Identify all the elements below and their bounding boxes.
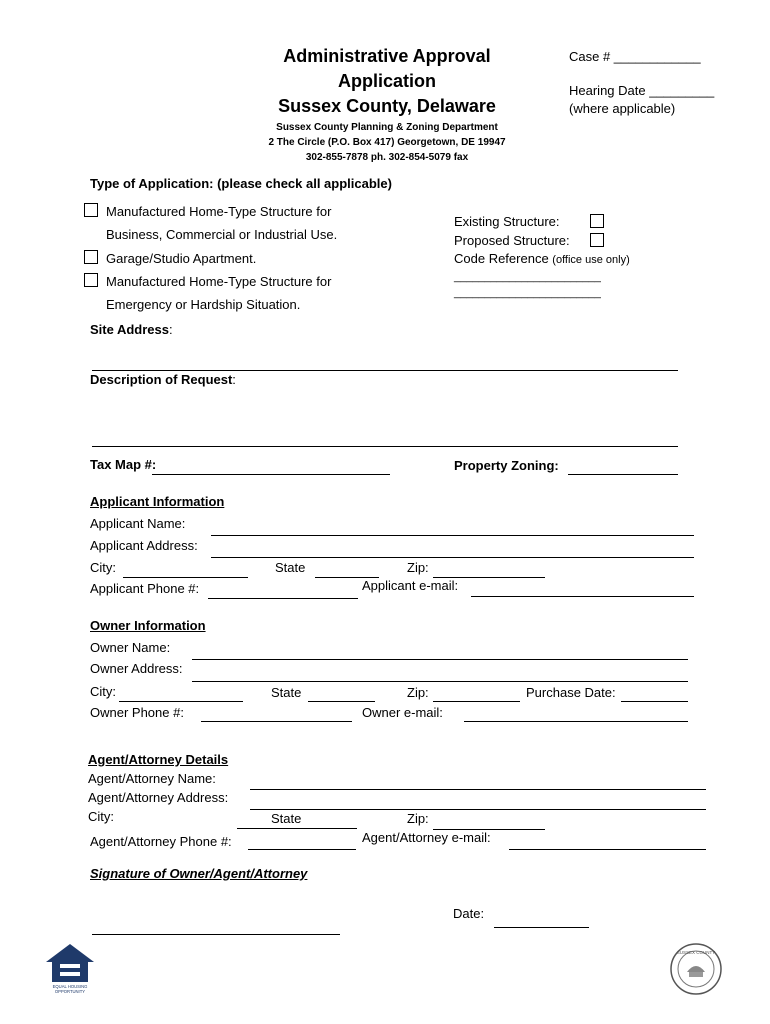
case-number-field[interactable]: Case # ____________	[569, 49, 701, 64]
owner-address-label: Owner Address:	[90, 661, 183, 676]
owner-phone-label: Owner Phone #:	[90, 705, 184, 720]
hearing-date-note: (where applicable)	[569, 101, 676, 116]
option-business-checkbox[interactable]	[84, 203, 98, 217]
department-address: 2 The Circle (P.O. Box 417) Georgetown, DE 19947	[268, 137, 506, 148]
agent-name-label: Agent/Attorney Name:	[88, 771, 216, 786]
site-address-text: Site Address	[90, 322, 169, 337]
hearing-date-field[interactable]: Hearing Date _________	[569, 83, 715, 98]
option-emergency-checkbox[interactable]	[84, 273, 98, 287]
description-label	[90, 371, 236, 389]
signature-heading: Signature of Owner/Agent/Attorney	[90, 866, 308, 881]
owner-name-field[interactable]	[192, 659, 688, 660]
applicant-zip-label: Zip:	[407, 560, 429, 575]
tax-map-label: Tax Map #:	[90, 457, 157, 472]
owner-city-field[interactable]	[119, 701, 243, 702]
code-reference-text: Code Reference	[454, 251, 549, 266]
description-text: Description of Request	[90, 372, 233, 387]
tax-map-field[interactable]	[152, 474, 390, 475]
existing-structure-label: Existing Structure:	[454, 214, 560, 229]
property-zoning-field[interactable]	[568, 474, 678, 475]
option-business-label-1: Manufactured Home-Type Structure for	[106, 204, 332, 219]
applicant-name-field[interactable]	[211, 535, 694, 536]
application-type-heading: Type of Application: (please check all applicable)	[90, 176, 392, 191]
applicant-phone-field[interactable]	[208, 598, 358, 599]
agent-heading: Agent/Attorney Details	[88, 752, 229, 767]
applicant-email-field[interactable]	[471, 596, 694, 597]
form-title-line1: Administrative Approval	[283, 46, 491, 66]
owner-name-label: Owner Name:	[90, 640, 171, 655]
code-reference-label	[454, 251, 630, 266]
code-reference-line-2[interactable]: ________________________	[454, 287, 601, 299]
agent-email-field[interactable]	[509, 849, 706, 850]
department-phone: 302-855-7878 ph. 302-854-5079 fax	[305, 152, 469, 163]
agent-phone-label: Agent/Attorney Phone #:	[90, 834, 232, 849]
owner-address-field[interactable]	[192, 681, 688, 682]
owner-state-label: State	[271, 685, 302, 700]
description-colon: :	[232, 372, 236, 387]
county-seal-icon	[669, 942, 723, 996]
code-reference-line-1[interactable]: ________________________	[454, 271, 601, 283]
property-zoning-label: Property Zoning:	[454, 458, 559, 473]
existing-structure-checkbox[interactable]	[590, 214, 604, 228]
proposed-structure-label: Proposed Structure:	[454, 233, 570, 248]
form-title-line2: Application	[338, 71, 436, 91]
agent-address-field[interactable]	[250, 809, 706, 810]
agent-address-label: Agent/Attorney Address:	[88, 790, 229, 805]
owner-heading: Owner Information	[90, 618, 206, 633]
svg-text:OPPORTUNITY: OPPORTUNITY	[54, 989, 86, 994]
site-address-label	[90, 321, 173, 339]
owner-email-field[interactable]	[464, 721, 688, 722]
option-business-label-2: Business, Commercial or Industrial Use.	[106, 227, 338, 242]
option-garage-label: Garage/Studio Apartment.	[106, 251, 257, 266]
owner-city-label: City:	[90, 684, 116, 699]
agent-city-label: City:	[88, 809, 114, 824]
owner-purchase-date-field[interactable]	[621, 701, 688, 702]
equal-housing-logo-icon	[44, 942, 96, 994]
applicant-phone-label: Applicant Phone #:	[90, 581, 200, 596]
agent-phone-field[interactable]	[248, 849, 356, 850]
applicant-state-label: State	[275, 560, 306, 575]
proposed-structure-checkbox[interactable]	[590, 233, 604, 247]
applicant-heading: Applicant Information	[90, 494, 225, 509]
signature-field[interactable]	[92, 934, 340, 935]
svg-text:SUSSEX COUNTY: SUSSEX COUNTY	[676, 950, 716, 955]
applicant-address-label: Applicant Address:	[90, 538, 198, 553]
owner-email-label: Owner e-mail:	[362, 705, 443, 720]
owner-phone-field[interactable]	[201, 721, 352, 722]
code-reference-note: (office use only)	[552, 254, 630, 266]
applicant-city-field[interactable]	[123, 577, 248, 578]
form-title-line3: Sussex County, Delaware	[278, 96, 496, 116]
date-field[interactable]	[494, 927, 589, 928]
applicant-address-field[interactable]	[211, 557, 694, 558]
description-field[interactable]	[92, 446, 678, 447]
agent-email-label: Agent/Attorney e-mail:	[362, 830, 491, 845]
date-label: Date:	[453, 906, 485, 921]
option-emergency-label-1: Manufactured Home-Type Structure for	[106, 274, 332, 289]
agent-name-field[interactable]	[250, 789, 706, 790]
agent-city-field[interactable]	[237, 828, 357, 829]
department-name: Sussex County Planning & Zoning Department	[276, 122, 498, 133]
applicant-name-label: Applicant Name:	[90, 516, 186, 531]
option-emergency-label-2: Emergency or Hardship Situation.	[106, 297, 301, 312]
owner-zip-field[interactable]	[433, 701, 520, 702]
owner-zip-label: Zip:	[407, 685, 429, 700]
owner-state-field[interactable]	[308, 701, 375, 702]
svg-text:EQUAL HOUSING: EQUAL HOUSING	[52, 984, 88, 989]
applicant-email-label: Applicant e-mail:	[362, 578, 459, 593]
agent-zip-label: Zip:	[407, 811, 429, 826]
applicant-city-label: City:	[90, 560, 116, 575]
owner-purchase-date-label: Purchase Date:	[526, 685, 616, 700]
site-address-colon: :	[169, 322, 173, 337]
option-garage-checkbox[interactable]	[84, 250, 98, 264]
agent-state-label: State	[271, 811, 302, 826]
